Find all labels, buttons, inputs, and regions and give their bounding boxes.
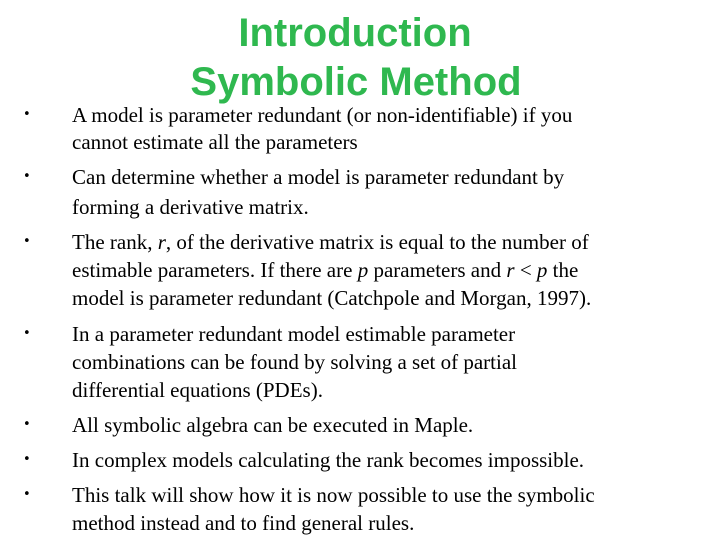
bullet-4-line-2: combinations can be found by solving a set of partial: [72, 350, 517, 374]
bullet-4-line-1: In a parameter redundant model estimable parameter: [72, 322, 516, 346]
bullet-4-line-3: differential equations (PDEs).: [72, 378, 323, 402]
bullet-marker: •: [23, 452, 31, 467]
bullet-3-line-3: model is parameter redundant (Catchpole and Morgan, 1997).: [72, 286, 592, 310]
slide-title-line-1: Introduction: [238, 11, 472, 55]
bullet-1-line-1: A model is parameter redundant (or non-identifiable) if you: [72, 103, 573, 127]
bullet-2-line-1: Can determine whether a model is parameter redundant by: [72, 165, 565, 189]
bullet-marker: •: [23, 326, 31, 341]
bullet-7-line-2: method instead and to find general rules.: [72, 511, 415, 535]
bullet-marker: •: [23, 107, 31, 122]
bullet-2-line-2: forming a derivative matrix.: [72, 195, 309, 219]
bullet-marker: •: [23, 169, 31, 184]
bullet-5-line-1: All symbolic algebra can be executed in Maple.: [72, 413, 474, 437]
bullet-3-line-2: estimable parameters. If there are p parameters and r < p the: [72, 258, 579, 282]
bullet-3-line-1: The rank, r, of the derivative matrix is equal to the number of: [72, 230, 589, 254]
bullet-7-line-1: This talk will show how it is now possible to use the symbolic: [72, 483, 595, 507]
bullet-marker: •: [23, 234, 31, 249]
bullet-marker: •: [23, 487, 31, 502]
bullet-6-line-1: In complex models calculating the rank becomes impossible.: [72, 448, 585, 472]
bullet-1-line-2: cannot estimate all the parameters: [72, 130, 358, 154]
bullet-marker: •: [23, 417, 31, 432]
slide-title-line-2: Symbolic Method: [190, 60, 522, 104]
